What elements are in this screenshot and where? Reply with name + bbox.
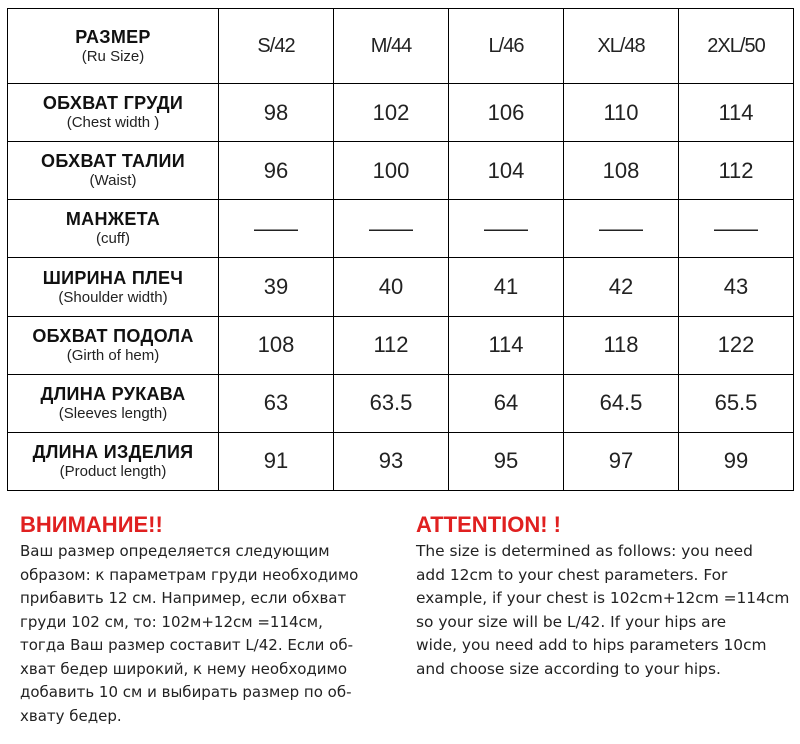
header-label-ru: РАЗМЕР — [75, 26, 151, 47]
row-label-en: (Shoulder width) — [58, 288, 168, 306]
table-cell: 93 — [334, 432, 449, 490]
row-label-en: (cuff) — [96, 230, 130, 248]
notice-en-title: ATTENTION! ! — [416, 512, 562, 537]
table-cell: 95 — [449, 432, 564, 490]
table-cell: 110 — [564, 84, 679, 142]
row-label-ru: ДЛИНА РУКАВА — [40, 383, 186, 404]
notice-ru-title: ВНИМАНИЕ!! — [20, 512, 163, 537]
table-cell: 42 — [564, 258, 679, 316]
table-cell: 99 — [679, 432, 794, 490]
table-cell: 40 — [334, 258, 449, 316]
table-row — [8, 84, 794, 142]
row-label-en: (Sleeves length) — [58, 404, 168, 422]
table-cell: 104 — [449, 142, 564, 200]
row-label-ru: ОБХВАТ ГРУДИ — [42, 93, 184, 114]
table-cell: —— — [334, 200, 449, 258]
table-cell: 114 — [679, 84, 794, 142]
table-row — [8, 316, 794, 374]
size-header: 2XL/50 — [679, 9, 794, 84]
notice-ru-body: Ваш размер определяется следующим образом: к параметрам груди необходимо прибавить 12 см. Например, если обхват груди 102 см, то: 102м+12см =114см, тогда Ваш размер составит L/42. Если об- хват бедер широкий, к нему необходимо добавить 10 см и выбирать размер по об- хвату бедер. — [20, 542, 359, 725]
table-cell: 96 — [219, 142, 334, 200]
row-label-cell — [8, 84, 219, 142]
table-cell: 63 — [219, 374, 334, 432]
table-cell: —— — [679, 200, 794, 258]
table-cell: 114 — [449, 316, 564, 374]
header-label-en: (Ru Size) — [81, 47, 145, 65]
size-header: M/44 — [334, 9, 449, 84]
table-cell: 118 — [564, 316, 679, 374]
table-cell: 41 — [449, 258, 564, 316]
size-header: L/46 — [449, 9, 564, 84]
table-cell: 108 — [564, 142, 679, 200]
table-cell: 100 — [334, 142, 449, 200]
table-cell: —— — [449, 200, 564, 258]
size-chart-table — [7, 8, 794, 491]
row-label-en: (Girth of hem) — [66, 346, 160, 364]
notice-en — [416, 510, 800, 681]
table-row — [8, 258, 794, 316]
table-cell: 39 — [219, 258, 334, 316]
row-label-cell — [8, 200, 219, 258]
table-cell: 63.5 — [334, 374, 449, 432]
table-cell: 65.5 — [679, 374, 794, 432]
table-cell: 97 — [564, 432, 679, 490]
table-cell: 91 — [219, 432, 334, 490]
row-label-ru: МАНЖЕТА — [65, 209, 161, 230]
row-label-cell — [8, 432, 219, 490]
row-label-ru: ДЛИНА ИЗДЕЛИЯ — [32, 441, 194, 462]
header-label-cell — [8, 9, 219, 84]
notice-en-body: The size is determined as follows: you need add 12cm to your chest parameters. For example, if your chest is 102cm+12cm =114cm so your size will be L/42. If your hips are wide, you need add to hips parameters 10cm and choose size according to your hips. — [416, 542, 790, 678]
table-cell: 122 — [679, 316, 794, 374]
table-row — [8, 200, 794, 258]
size-header: XL/48 — [564, 9, 679, 84]
size-header: S/42 — [219, 9, 334, 84]
table-row — [8, 374, 794, 432]
row-label-en: (Product length) — [59, 462, 167, 480]
header-row — [8, 9, 794, 84]
table-cell: —— — [219, 200, 334, 258]
row-label-ru: ОБХВАТ ТАЛИИ — [41, 151, 185, 172]
row-label-cell — [8, 142, 219, 200]
notice-ru — [20, 510, 405, 728]
row-label-cell — [8, 258, 219, 316]
table-cell: 106 — [449, 84, 564, 142]
table-row — [8, 142, 794, 200]
table-cell: 102 — [334, 84, 449, 142]
table-cell: 64.5 — [564, 374, 679, 432]
row-label-en: (Chest width ) — [66, 114, 160, 132]
row-label-cell — [8, 316, 219, 374]
table-cell: 112 — [334, 316, 449, 374]
table-row — [8, 432, 794, 490]
table-cell: 112 — [679, 142, 794, 200]
table-cell: 98 — [219, 84, 334, 142]
row-label-cell — [8, 374, 219, 432]
row-label-ru: ШИРИНА ПЛЕЧ — [42, 267, 184, 288]
row-label-ru: ОБХВАТ ПОДОЛА — [32, 325, 194, 346]
row-label-en: (Waist) — [89, 172, 137, 190]
table-cell: 43 — [679, 258, 794, 316]
table-cell: 108 — [219, 316, 334, 374]
table-cell: —— — [564, 200, 679, 258]
table-cell: 64 — [449, 374, 564, 432]
